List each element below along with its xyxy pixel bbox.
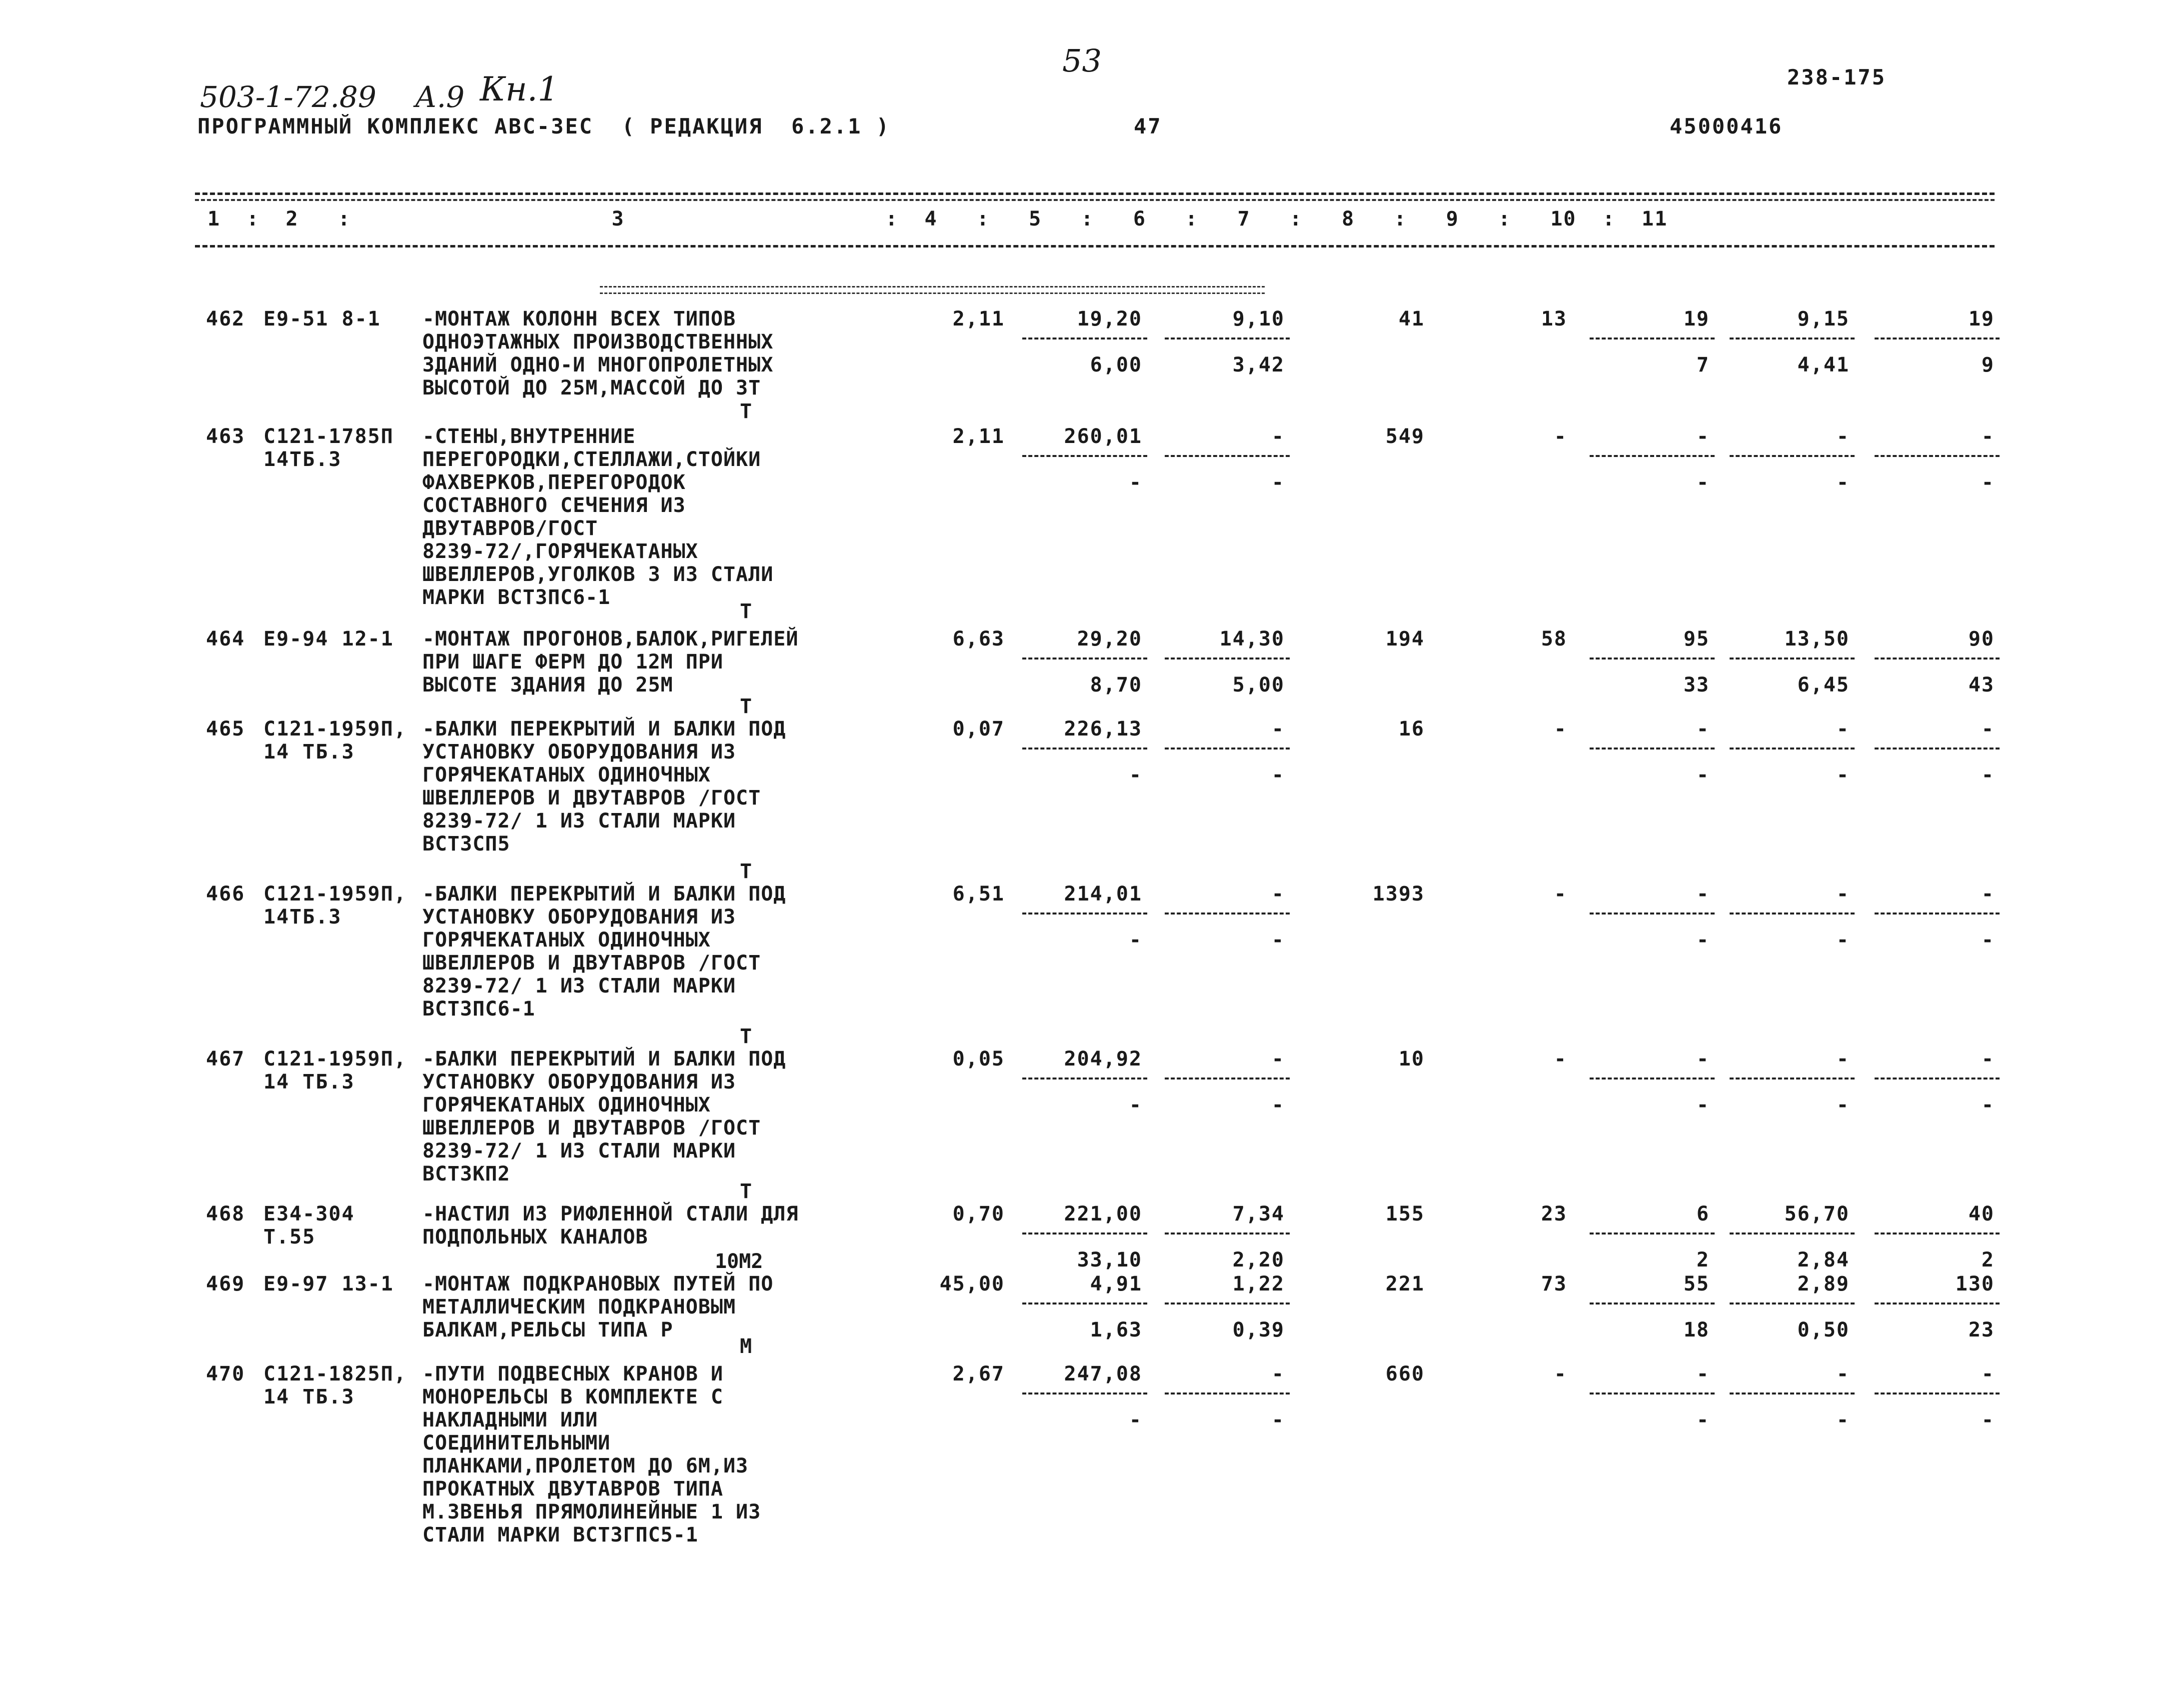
cell-col10-divider — [1730, 455, 1855, 457]
row-description: -НАСТИЛ ИЗ РИФЛЕННОЙ СТАЛИ ДЛЯ ПОДПОЛЬНЫХ КАНАЛОВ — [422, 1202, 799, 1248]
row-code: С121-1825П, — [263, 1362, 407, 1386]
cell-col5-top: 29,20 — [1077, 628, 1142, 650]
cell-col8: 58 — [1541, 628, 1567, 650]
cell-col4: 6,63 — [952, 628, 1005, 650]
handwritten-book: Кн.1 — [480, 70, 559, 108]
cell-col11-bottom: - — [1981, 471, 1995, 494]
cell-col11-divider — [1875, 338, 2000, 340]
row-code: С121-1785П — [263, 425, 394, 448]
row-code-secondary: 14ТБ.3 — [263, 448, 342, 471]
cell-col10-divider — [1730, 658, 1855, 660]
cell-col6-top: - — [1271, 882, 1285, 906]
row-description: -БАЛКИ ПЕРЕКРЫТИЙ И БАЛКИ ПОД УСТАНОВКУ ОБОРУДОВАНИЯ ИЗ ГОРЯЧЕКАТАНЫХ ОДИНОЧНЫХ ШВЕЛЛЕРОВ И ДВУТАВРОВ /ГОСТ 8239-72/ 1 ИЗ СТАЛИ МАРКИ ВСТЗПС6-1 — [422, 882, 786, 1020]
row-unit: 10М2 — [715, 1250, 763, 1273]
cell-col9-bottom: - — [1696, 928, 1710, 952]
cell-col5-bottom: - — [1129, 764, 1142, 786]
row-number: 463 — [206, 425, 245, 448]
cell-col9-top: - — [1696, 882, 1710, 906]
cell-col5-divider — [1022, 912, 1147, 914]
cell-col6-bottom: - — [1271, 764, 1285, 786]
row-code-secondary: Т.55 — [263, 1226, 316, 1248]
cell-col10-top: - — [1836, 718, 1850, 740]
cell-col5-top: 260,01 — [1064, 425, 1142, 448]
row-description: -БАЛКИ ПЕРЕКРЫТИЙ И БАЛКИ ПОД УСТАНОВКУ ОБОРУДОВАНИЯ ИЗ ГОРЯЧЕКАТАНЫХ ОДИНОЧНЫХ ШВЕЛЛЕРОВ И ДВУТАВРОВ /ГОСТ 8239-72/ 1 ИЗ СТАЛИ МАРКИ ВСТЗСП5 — [422, 718, 786, 856]
cell-col11-bottom: - — [1981, 764, 1995, 786]
cell-col7: 549 — [1385, 425, 1425, 448]
cell-col11-top: - — [1981, 882, 1995, 906]
row-unit: Т — [740, 695, 752, 718]
cell-col5-bottom: - — [1129, 1408, 1142, 1432]
cell-col9-bottom: 7 — [1696, 354, 1710, 376]
cell-col10-top: 9,15 — [1797, 308, 1850, 330]
cell-col10-bottom: 0,50 — [1797, 1318, 1850, 1342]
row-code: Е34-304 — [263, 1202, 355, 1226]
row-unit: Т — [740, 400, 752, 423]
cell-col6-top: 7,34 — [1232, 1202, 1285, 1226]
cell-col8: - — [1554, 1048, 1567, 1070]
row-number: 470 — [206, 1362, 245, 1386]
cell-col9-top: 95 — [1683, 628, 1710, 650]
row-unit: Т — [740, 1180, 752, 1203]
cell-col11-bottom: - — [1981, 1094, 1995, 1116]
cell-col7: 10 — [1398, 1048, 1425, 1070]
row-code: Е9-97 13-1 — [263, 1272, 394, 1296]
header-top-rule-2 — [195, 199, 1995, 201]
cell-col10-bottom: - — [1836, 1408, 1850, 1432]
cell-col9-top: - — [1696, 1048, 1710, 1070]
program-title: ПРОГРАММНЫЙ КОМПЛЕКС АВС-3ЕС ( РЕДАКЦИЯ 6.2.1 ) — [197, 114, 891, 138]
cell-col10-bottom: - — [1836, 471, 1850, 494]
cell-col10-bottom: 4,41 — [1797, 354, 1850, 376]
document-code: 45000416 — [1670, 114, 1783, 138]
cell-col8: - — [1554, 718, 1567, 740]
cell-col5-top: 214,01 — [1064, 882, 1142, 906]
row-unit: М — [740, 1335, 752, 1358]
cell-col9-top: - — [1696, 1362, 1710, 1386]
cell-col10-divider — [1730, 1232, 1855, 1234]
cell-col6-bottom: - — [1271, 928, 1285, 952]
cell-col10-top: 2,89 — [1797, 1272, 1850, 1296]
cell-col4: 2,67 — [952, 1362, 1005, 1386]
cell-col5-bottom: 33,10 — [1077, 1248, 1142, 1272]
row-number: 468 — [206, 1202, 245, 1226]
cell-col8: - — [1554, 1362, 1567, 1386]
cell-col5-top: 19,20 — [1077, 308, 1142, 330]
cell-col6-bottom: - — [1271, 1094, 1285, 1116]
row-description: -МОНТАЖ ПРОГОНОВ,БАЛОК,РИГЕЛЕЙ ПРИ ШАГЕ ФЕРМ ДО 12М ПРИ ВЫСОТЕ ЗДАНИЯ ДО 25М — [422, 628, 799, 696]
cell-col6-divider — [1165, 1078, 1290, 1080]
cell-col10-divider — [1730, 1302, 1855, 1304]
cell-col8: - — [1554, 882, 1567, 906]
cell-col5-bottom: - — [1129, 928, 1142, 952]
cell-col9-top: 55 — [1683, 1272, 1710, 1296]
cell-col9-divider — [1590, 912, 1715, 914]
cell-col10-divider — [1730, 1392, 1855, 1394]
cell-col9-top: - — [1696, 425, 1710, 448]
cell-col5-divider — [1022, 1232, 1147, 1234]
printed-page-number: 47 — [1134, 114, 1162, 138]
cell-col4: 0,05 — [952, 1048, 1005, 1070]
row-number: 466 — [206, 882, 245, 906]
cell-col10-bottom: - — [1836, 1094, 1850, 1116]
row-code-secondary: 14 ТБ.3 — [263, 1070, 355, 1094]
cell-col11-divider — [1875, 1392, 2000, 1394]
cell-col9-divider — [1590, 1302, 1715, 1304]
cell-col11-bottom: 43 — [1968, 674, 1995, 696]
row-number: 469 — [206, 1272, 245, 1296]
cell-col11-top: 19 — [1968, 308, 1995, 330]
cell-col10-bottom: 2,84 — [1797, 1248, 1850, 1272]
cell-col10-top: - — [1836, 1362, 1850, 1386]
cell-col11-bottom: 23 — [1968, 1318, 1995, 1342]
row-code-secondary: 14 ТБ.3 — [263, 740, 355, 764]
cell-col9-divider — [1590, 1078, 1715, 1080]
cell-col8: 23 — [1541, 1202, 1567, 1226]
cell-col9-bottom: - — [1696, 1408, 1710, 1432]
cell-col11-bottom: - — [1981, 928, 1995, 952]
row-code: Е9-51 8-1 — [263, 308, 381, 330]
cell-col6-top: - — [1271, 1048, 1285, 1070]
cell-col9-divider — [1590, 658, 1715, 660]
row-code: Е9-94 12-1 — [263, 628, 394, 650]
cell-col10-divider — [1730, 338, 1855, 340]
cell-col6-divider — [1165, 912, 1290, 914]
row-description: -МОНТАЖ ПОДКРАНОВЫХ ПУТЕЙ ПО МЕТАЛЛИЧЕСКИМ ПОДКРАНОВЫМ БАЛКАМ,РЕЛЬСЫ ТИПА Р — [422, 1272, 774, 1342]
cell-col11-bottom: 2 — [1981, 1248, 1995, 1272]
row-description: -МОНТАЖ КОЛОНН ВСЕХ ТИПОВ ОДНОЭТАЖНЫХ ПРОИЗВОДСТВЕННЫХ ЗДАНИЙ ОДНО-И МНОГОПРОЛЕТНЫХ ВЫСОТОЙ ДО 25М,МАССОЙ ДО 3Т — [422, 308, 774, 400]
cell-col4: 2,11 — [952, 425, 1005, 448]
row-number: 464 — [206, 628, 245, 650]
row-number: 467 — [206, 1048, 245, 1070]
cell-col6-divider — [1165, 338, 1290, 340]
cell-col6-bottom: - — [1271, 1408, 1285, 1432]
row-code-secondary: 14ТБ.3 — [263, 906, 342, 928]
cell-col11-top: - — [1981, 425, 1995, 448]
cell-col11-bottom: - — [1981, 1408, 1995, 1432]
cell-col10-bottom: - — [1836, 928, 1850, 952]
cell-col5-divider — [1022, 1078, 1147, 1080]
cell-col9-bottom: - — [1696, 764, 1710, 786]
cell-col10-top: - — [1836, 1048, 1850, 1070]
cell-col9-top: 6 — [1696, 1202, 1710, 1226]
cell-col11-top: 130 — [1955, 1272, 1995, 1296]
cell-col6-top: 14,30 — [1219, 628, 1285, 650]
cell-col8: 73 — [1541, 1272, 1567, 1296]
cell-col5-bottom: - — [1129, 1094, 1142, 1116]
header-bottom-rule — [195, 245, 1995, 248]
cell-col10-divider — [1730, 1078, 1855, 1080]
cell-col5-divider — [1022, 455, 1147, 457]
cell-col6-top: - — [1271, 1362, 1285, 1386]
cell-col7: 155 — [1385, 1202, 1425, 1226]
row-number: 462 — [206, 308, 245, 330]
cell-col6-top: - — [1271, 718, 1285, 740]
page-number-handwritten: 53 — [1062, 42, 1102, 79]
row-unit: Т — [740, 600, 752, 623]
cell-col10-top: - — [1836, 882, 1850, 906]
cell-col11-top: 40 — [1968, 1202, 1995, 1226]
cell-col9-bottom: - — [1696, 1094, 1710, 1116]
cell-col11-divider — [1875, 912, 2000, 914]
row-number: 465 — [206, 718, 245, 740]
cell-col11-divider — [1875, 1302, 2000, 1304]
cell-col11-top: - — [1981, 1048, 1995, 1070]
cell-col11-top: - — [1981, 1362, 1995, 1386]
row-code: С121-1959П, — [263, 1048, 407, 1070]
row-code: С121-1959П, — [263, 882, 407, 906]
cell-col9-bottom: - — [1696, 471, 1710, 494]
cell-col8: 13 — [1541, 308, 1567, 330]
cell-col4: 0,70 — [952, 1202, 1005, 1226]
row-code: С121-1959П, — [263, 718, 407, 740]
sheet-reference: 238-175 — [1787, 65, 1887, 90]
cell-col6-top: 9,10 — [1232, 308, 1285, 330]
cell-col5-top: 4,91 — [1090, 1272, 1142, 1296]
cell-col11-top: - — [1981, 718, 1995, 740]
cell-col5-bottom: 1,63 — [1090, 1318, 1142, 1342]
cell-col10-top: 56,70 — [1784, 1202, 1850, 1226]
cell-col5-bottom: - — [1129, 471, 1142, 494]
cell-col10-top: 13,50 — [1784, 628, 1850, 650]
cell-col4: 0,07 — [952, 718, 1005, 740]
cell-col6-divider — [1165, 748, 1290, 750]
cell-col7: 1393 — [1372, 882, 1425, 906]
cell-col11-divider — [1875, 658, 2000, 660]
column-header: 1 : 2 : 3 : 4 : 5 : 6 : 7 : 8 : 9 : 10 : 11 — [207, 208, 1668, 230]
cell-col7: 221 — [1385, 1272, 1425, 1296]
cell-col7: 194 — [1385, 628, 1425, 650]
cell-col6-bottom: - — [1271, 471, 1285, 494]
cell-col10-divider — [1730, 912, 1855, 914]
cell-col9-divider — [1590, 1232, 1715, 1234]
cell-col10-bottom: - — [1836, 764, 1850, 786]
cell-col5-top: 204,92 — [1064, 1048, 1142, 1070]
cell-col6-bottom: 3,42 — [1232, 354, 1285, 376]
cell-col8: - — [1554, 425, 1567, 448]
cell-col5-top: 247,08 — [1064, 1362, 1142, 1386]
handwritten-volume: А.9 — [415, 80, 465, 114]
row-unit: Т — [740, 1025, 752, 1048]
cell-col6-divider — [1165, 658, 1290, 660]
cell-col11-divider — [1875, 455, 2000, 457]
row-unit: Т — [740, 860, 752, 883]
cell-col11-bottom: 9 — [1981, 354, 1995, 376]
cell-col9-divider — [1590, 455, 1715, 457]
cell-col10-divider — [1730, 748, 1855, 750]
cell-col6-divider — [1165, 455, 1290, 457]
cell-col5-divider — [1022, 338, 1147, 340]
cell-col5-bottom: 6,00 — [1090, 354, 1142, 376]
handwritten-reference: 503-1-72.89 — [200, 80, 376, 114]
cell-col6-divider — [1165, 1302, 1290, 1304]
cell-col4: 2,11 — [952, 308, 1005, 330]
cell-col9-divider — [1590, 338, 1715, 340]
section-separator — [600, 286, 1265, 294]
header-top-rule — [195, 192, 1995, 195]
cell-col11-divider — [1875, 748, 2000, 750]
cell-col11-divider — [1875, 1078, 2000, 1080]
cell-col4: 6,51 — [952, 882, 1005, 906]
cell-col11-top: 90 — [1968, 628, 1995, 650]
cell-col10-top: - — [1836, 425, 1850, 448]
cell-col5-divider — [1022, 1392, 1147, 1394]
cell-col9-divider — [1590, 748, 1715, 750]
row-description: -СТЕНЫ,ВНУТРЕННИЕ ПЕРЕГОРОДКИ,СТЕЛЛАЖИ,СТОЙКИ ФАХВЕРКОВ,ПЕРЕГОРОДОК СОСТАВНОГО СЕЧЕНИЯ ИЗ ДВУТАВРОВ/ГОСТ 8239-72/,ГОРЯЧЕКАТАНЫХ ШВЕЛЛЕРОВ,УГОЛКОВ 3 ИЗ СТАЛИ МАРКИ ВСТЗПС6-1 — [422, 425, 774, 609]
cell-col9-bottom: 2 — [1696, 1248, 1710, 1272]
cell-col7: 41 — [1398, 308, 1425, 330]
cell-col6-top: 1,22 — [1232, 1272, 1285, 1296]
cell-col5-top: 226,13 — [1064, 718, 1142, 740]
cell-col5-divider — [1022, 748, 1147, 750]
cell-col9-bottom: 33 — [1683, 674, 1710, 696]
cell-col6-divider — [1165, 1392, 1290, 1394]
cell-col6-bottom: 0,39 — [1232, 1318, 1285, 1342]
cell-col5-divider — [1022, 658, 1147, 660]
cell-col7: 16 — [1398, 718, 1425, 740]
cell-col6-bottom: 2,20 — [1232, 1248, 1285, 1272]
cell-col9-divider — [1590, 1392, 1715, 1394]
cell-col10-bottom: 6,45 — [1797, 674, 1850, 696]
row-code-secondary: 14 ТБ.3 — [263, 1386, 355, 1408]
cell-col9-top: 19 — [1683, 308, 1710, 330]
cell-col6-bottom: 5,00 — [1232, 674, 1285, 696]
cell-col5-divider — [1022, 1302, 1147, 1304]
cell-col9-bottom: 18 — [1683, 1318, 1710, 1342]
cell-col6-top: - — [1271, 425, 1285, 448]
row-description: -БАЛКИ ПЕРЕКРЫТИЙ И БАЛКИ ПОД УСТАНОВКУ ОБОРУДОВАНИЯ ИЗ ГОРЯЧЕКАТАНЫХ ОДИНОЧНЫХ ШВЕЛЛЕРОВ И ДВУТАВРОВ /ГОСТ 8239-72/ 1 ИЗ СТАЛИ МАРКИ ВСТЗКП2 — [422, 1048, 786, 1186]
cell-col4: 45,00 — [939, 1272, 1005, 1296]
row-description: -ПУТИ ПОДВЕСНЫХ КРАНОВ И МОНОРЕЛЬСЫ В КОМПЛЕКТЕ С НАКЛАДНЫМИ ИЛИ СОЕДИНИТЕЛЬНЫМИ ПЛАНКАМИ,ПРОЛЕТОМ ДО 6М,ИЗ ПРОКАТНЫХ ДВУТАВРОВ ТИПА М.ЗВЕНЬЯ ПРЯМОЛИНЕЙНЫЕ 1 ИЗ СТАЛИ МАРКИ ВСТЗГПС5-1 — [422, 1362, 761, 1546]
cell-col5-bottom: 8,70 — [1090, 674, 1142, 696]
cell-col6-divider — [1165, 1232, 1290, 1234]
cell-col11-divider — [1875, 1232, 2000, 1234]
cell-col9-top: - — [1696, 718, 1710, 740]
cell-col5-top: 221,00 — [1064, 1202, 1142, 1226]
cell-col7: 660 — [1385, 1362, 1425, 1386]
